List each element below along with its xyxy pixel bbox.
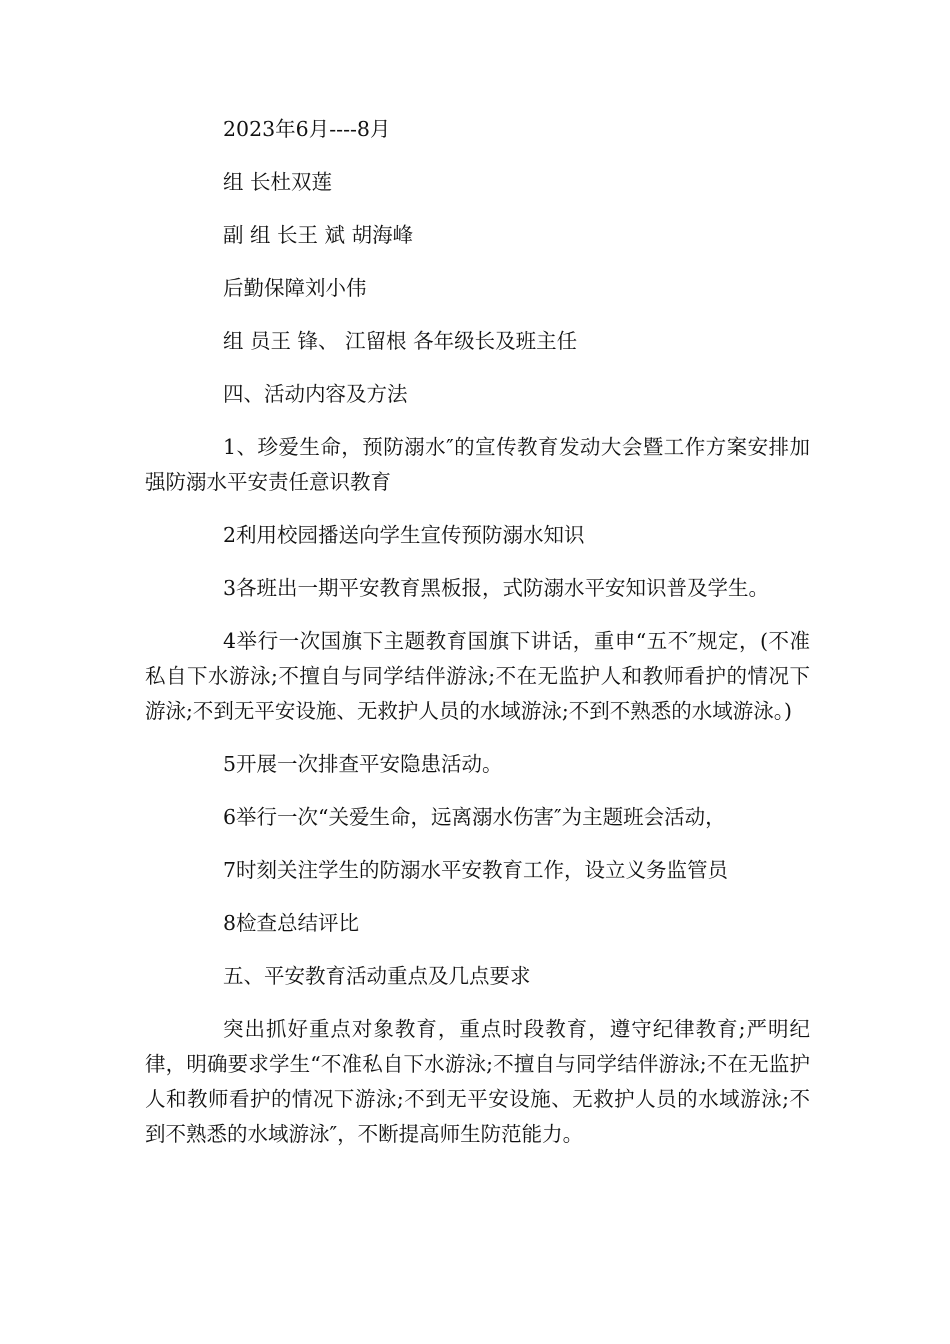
team-leader: 组 长杜双莲 (223, 170, 333, 194)
logistics-support: 后勤保障刘小伟 (223, 276, 367, 300)
activity-item-5: 5开展一次排查平安隐患活动。 (223, 752, 503, 776)
activity-item-1: 1、珍爱生命，预防溺水″的宣传教育发动大会暨工作方案安排加强防溺水平安责任意识教育 (145, 435, 810, 494)
activity-item-6: 6举行一次“关爱生命，远离溺水伤害″为主题班会活动， (223, 805, 726, 829)
team-members: 组 员王 锋、 江留根 各年级长及班主任 (223, 329, 578, 353)
activity-item-7: 7时刻关注学生的防溺水平安教育工作，设立义务监管员 (223, 858, 729, 882)
activity-item-3: 3各班出一期平安教育黑板报，式防溺水平安知识普及学生。 (223, 576, 770, 600)
activity-item-8: 8检查总结评比 (223, 911, 360, 935)
requirements-paragraph: 突出抓好重点对象教育，重点时段教育，遵守纪律教育;严明纪律，明确要求学生“不准私自下水游泳;不擅自与同学结伴游泳;不在无监护人和教师看护的情况下游泳;不到无平安设施、无救护人员的水域游泳;不到不熟悉的水域游泳″，不断提高师生防范能力。 (145, 1017, 810, 1146)
date-range: 2023年6月----8月 (223, 117, 391, 141)
document-body (145, 112, 810, 1170)
deputy-leaders: 副 组 长王 斌 胡海峰 (223, 223, 414, 247)
activity-item-4: 4举行一次国旗下主题教育国旗下讲话，重申“五不″规定，(不准私自下水游泳;不擅自与同学结伴游泳;不在无监护人和教师看护的情况下游泳;不到无平安设施、无救护人员的水域游泳;不到不熟悉的水域游泳。) (145, 629, 810, 723)
activity-item-2: 2利用校园播送向学生宣传预防溺水知识 (223, 523, 585, 547)
section-heading-activities: 四、活动内容及方法 (223, 382, 408, 406)
section-heading-requirements: 五、平安教育活动重点及几点要求 (223, 964, 531, 988)
